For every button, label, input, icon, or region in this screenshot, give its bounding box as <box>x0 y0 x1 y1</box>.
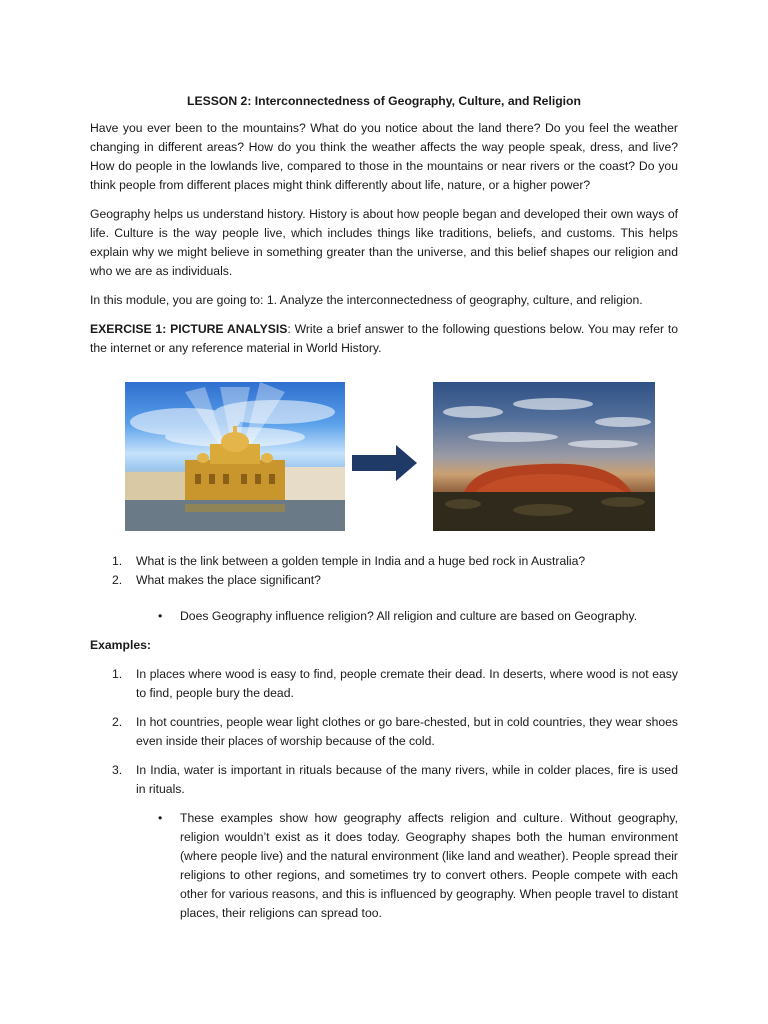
closing-bullet-text: These examples show how geography affects religion and culture. Without geography, religion wouldn’t exist as it does today. Geography shapes both the human environment (where people live) and the natural environment (like land and weather). People spread their religions to other regions, and sometimes try to convert others. People compete with each other for various reasons, and this is influenced by geography. When people travel to distant places, their religions can spread too. <box>180 811 678 920</box>
exercise-label: EXERCISE 1: PICTURE ANALYSIS <box>90 322 288 336</box>
question-item <box>90 571 678 590</box>
geography-paragraph: Geography helps us understand history. History is about how people began and developed their own ways of life. Culture is the way people live, which includes things like traditions, beliefs, and customs. This helps explain why we might believe in something greater than the universe, and this belief shapes our religion and who we are as individuals. <box>90 207 678 278</box>
examples-heading: Examples: <box>90 638 151 652</box>
uluru-illustration <box>433 382 655 531</box>
document-content <box>90 92 678 923</box>
golden-temple-illustration <box>125 382 345 531</box>
examples-list <box>90 665 678 799</box>
lesson-title: LESSON 2: Interconnectedness of Geography, Culture, and Religion <box>187 94 581 108</box>
bullet-icon: • <box>158 811 163 825</box>
example-text: In places where wood is easy to find, people cremate their dead. In deserts, where wood is not easy to find, people bury the dead. <box>136 667 678 700</box>
exercise-paragraph <box>90 320 678 358</box>
bullet-icon: • <box>158 609 163 623</box>
example-number: 2. <box>112 715 123 729</box>
example-number: 1. <box>112 667 123 681</box>
question-text: What is the link between a golden temple in India and a huge bed rock in Australia? <box>136 554 586 568</box>
example-item <box>90 761 678 799</box>
right-arrow-icon <box>352 444 418 482</box>
example-text: In hot countries, people wear light clothes or go bare-chested, but in cold countries, they wear shoes even inside their places of worship because of the cold. <box>136 715 678 748</box>
closing-bullet-item <box>90 809 678 923</box>
module-paragraph: In this module, you are going to: 1. Analyze the interconnectedness of geography, culture, and religion. <box>90 293 643 307</box>
example-text: In India, water is important in rituals because of the many rivers, while in colder places, fire is used in rituals. <box>136 763 678 796</box>
question-number: 1. <box>112 554 123 568</box>
example-item <box>90 713 678 751</box>
question-item <box>90 552 678 571</box>
intro-paragraph: Have you ever been to the mountains? What do you notice about the land there? Do you feel the weather changing in different areas? How do you think the weather affects the way people speak, dress, and live? How do people in the lowlands live, compared to those in the mountains or near rivers or the coast? Do you think people from different places might think differently about life, nature, or a higher power? <box>90 121 678 192</box>
question-text: What makes the place significant? <box>136 573 321 587</box>
bullet-text: Does Geography influence religion? All religion and culture are based on Geography. <box>180 609 638 623</box>
uluru-rock-image <box>433 382 655 531</box>
picture-comparison <box>90 382 678 552</box>
example-number: 3. <box>112 763 123 777</box>
question-list <box>90 552 678 590</box>
bullet-item <box>90 607 678 626</box>
exercise-text: : Write a brief answer to the following questions below. You may refer to the internet or any reference material in World History. <box>90 322 678 355</box>
golden-temple-image <box>125 382 345 531</box>
question-number: 2. <box>112 573 123 587</box>
example-item <box>90 665 678 703</box>
